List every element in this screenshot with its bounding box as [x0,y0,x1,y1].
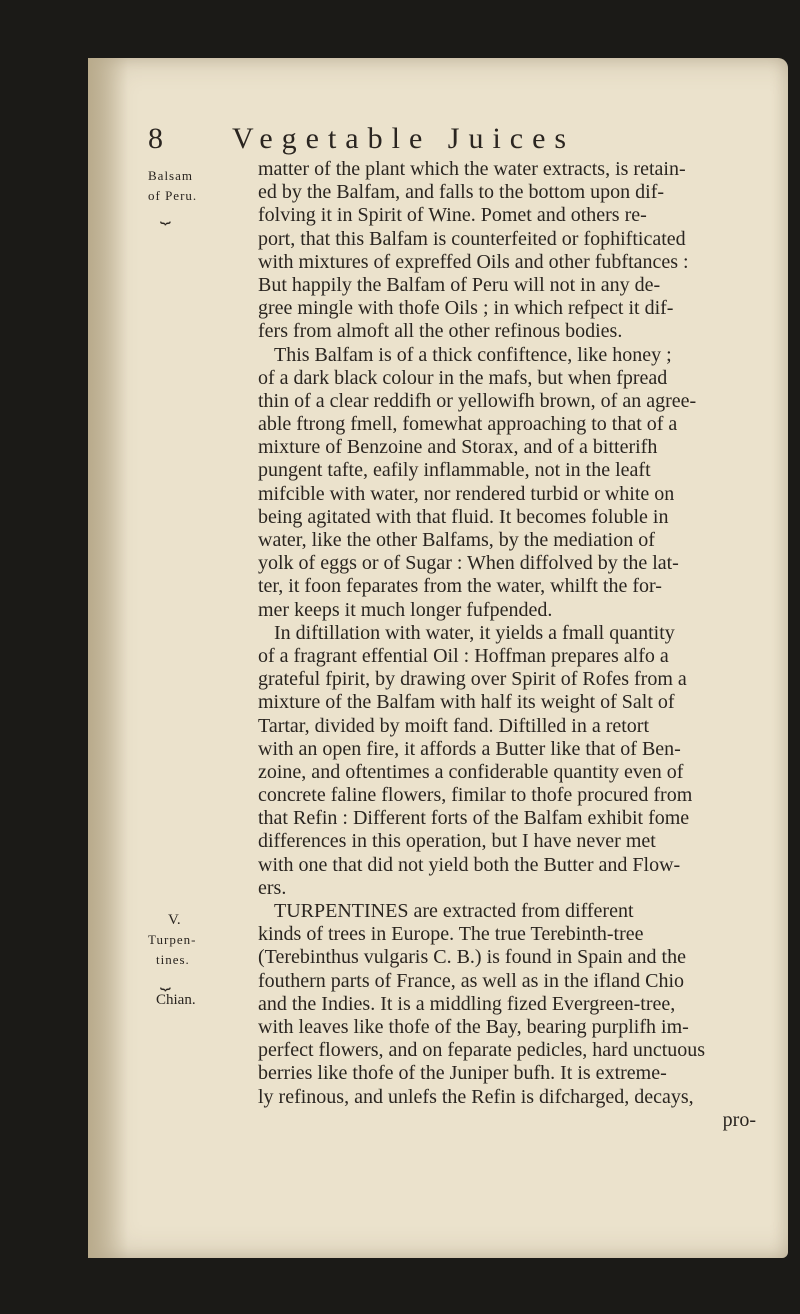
text-line: with leaves like thofe of the Bay, bearing purplifh im- [258,1015,689,1038]
catchword: pro- [722,1108,756,1131]
margin-note-balsam-line2: of Peru. [148,188,198,203]
text-line: mifcible with water, nor rendered turbid or white on [258,482,675,505]
text-line: being agitated with that fluid. It becomes foluble in [258,505,669,528]
text-line: with an open fire, it affords a Butter like that of Ben- [258,737,681,760]
paragraph-start-line: In diftillation with water, it yields a fmall quantity [274,621,675,644]
text-line: matter of the plant which the water extracts, is retain- [258,158,686,180]
text-line: perfect flowers, and on feparate pedicles, hard unctuous [258,1039,706,1062]
text-line: able ftrong fmell, fomewhat approaching to that of a [258,413,678,436]
margin-note-turpentines-line2: tines. [156,952,190,967]
page-header [148,122,788,162]
text-line: port, that this Balfam is counterfeited or fophifticated [258,227,686,250]
text-line: zoine, and oftentimes a confiderable quantity even of [258,760,684,783]
text-line: water, like the other Balfams, by the mediation of [258,529,655,551]
margin-note-chian: Chian. [156,992,196,1008]
text-line: berries like thofe of the Juniper bufh. It is extreme- [258,1062,667,1085]
text-line: fouthern parts of France, as well as in the ifland Chio [258,969,684,992]
text-line: ly refinous, and unlefs the Refin is difcharged, decays, [258,1085,694,1108]
margin-note-section-number: V. [168,912,181,928]
text-line: kinds of trees in Europe. The true Terebinth-tree [258,923,644,946]
page-number: 8 [148,122,163,155]
text-line: ter, it foon feparates from the water, whilft the for- [258,575,662,598]
text-line: Tartar, divided by moift fand. Diftilled in a retort [258,714,650,737]
margin-note-turpentines-line1: Turpen- [148,932,197,947]
text-line: with mixtures of expreffed Oils and other fubftances : [258,250,689,273]
text-line: mixture of Benzoine and Storax, and of a bitterifh [258,436,658,459]
text-line: (Terebinthus vulgaris C. B.) is found in Spain and the [258,946,686,969]
text-line: grateful fpirit, by drawing over Spirit of Rofes from a [258,668,687,691]
margin-note-balsam [148,166,197,206]
text-line: of a dark black colour in the mafs, but when fpread [258,366,668,389]
margin-note-balsam-line1: Balsam [148,168,193,183]
text-line: gree mingle with thofe Oils ; in which refpect it dif- [258,297,674,320]
text-line: and the Indies. It is a middling fized Evergreen-tree, [258,992,676,1015]
brace-mark: ⏟ [160,204,169,224]
text-line: thin of a clear reddifh or yellowifh brown, of an agree- [258,389,697,412]
text-line: differences in this operation, but I have never met [258,830,656,853]
paragraph-start-line: This Balfam is of a thick confiftence, like honey ; [274,343,672,366]
text-line: with one that did not yield both the Butter and Flow- [258,853,681,876]
text-line: folving it in Spirit of Wine. Pomet and others re- [258,204,647,227]
text-line: mixture of the Balfam with half its weight of Salt of [258,691,675,714]
text-line: But happily the Balfam of Peru will not in any de- [258,273,661,296]
brace-mark-2: ⏟ [160,970,169,990]
running-head: Vegetable Juices [232,122,576,155]
page-gutter-shadow [88,58,128,1258]
text-line: pungent tafte, eafily inflammable, not in the leaft [258,459,651,482]
text-line: ers. [258,876,287,899]
paragraph-start-line: TURPENTINES are extracted from different [274,900,634,922]
margin-note-turpentines [148,910,196,970]
text-line: that Refin : Different forts of the Balfam exhibit fome [258,807,690,830]
text-line: of a fragrant effential Oil : Hoffman prepares alfo a [258,644,669,667]
text-line: mer keeps it much longer fufpended. [258,598,553,621]
text-line: yolk of eggs or of Sugar : When diffolved by the lat- [258,552,679,575]
text-line: fers from almoft all the other refinous bodies. [258,320,623,343]
text-line: concrete faline flowers, fimilar to thofe procured from [258,784,693,807]
body-text [258,158,786,1132]
text-line: ed by the Balfam, and falls to the bottom upon dif- [258,181,665,204]
